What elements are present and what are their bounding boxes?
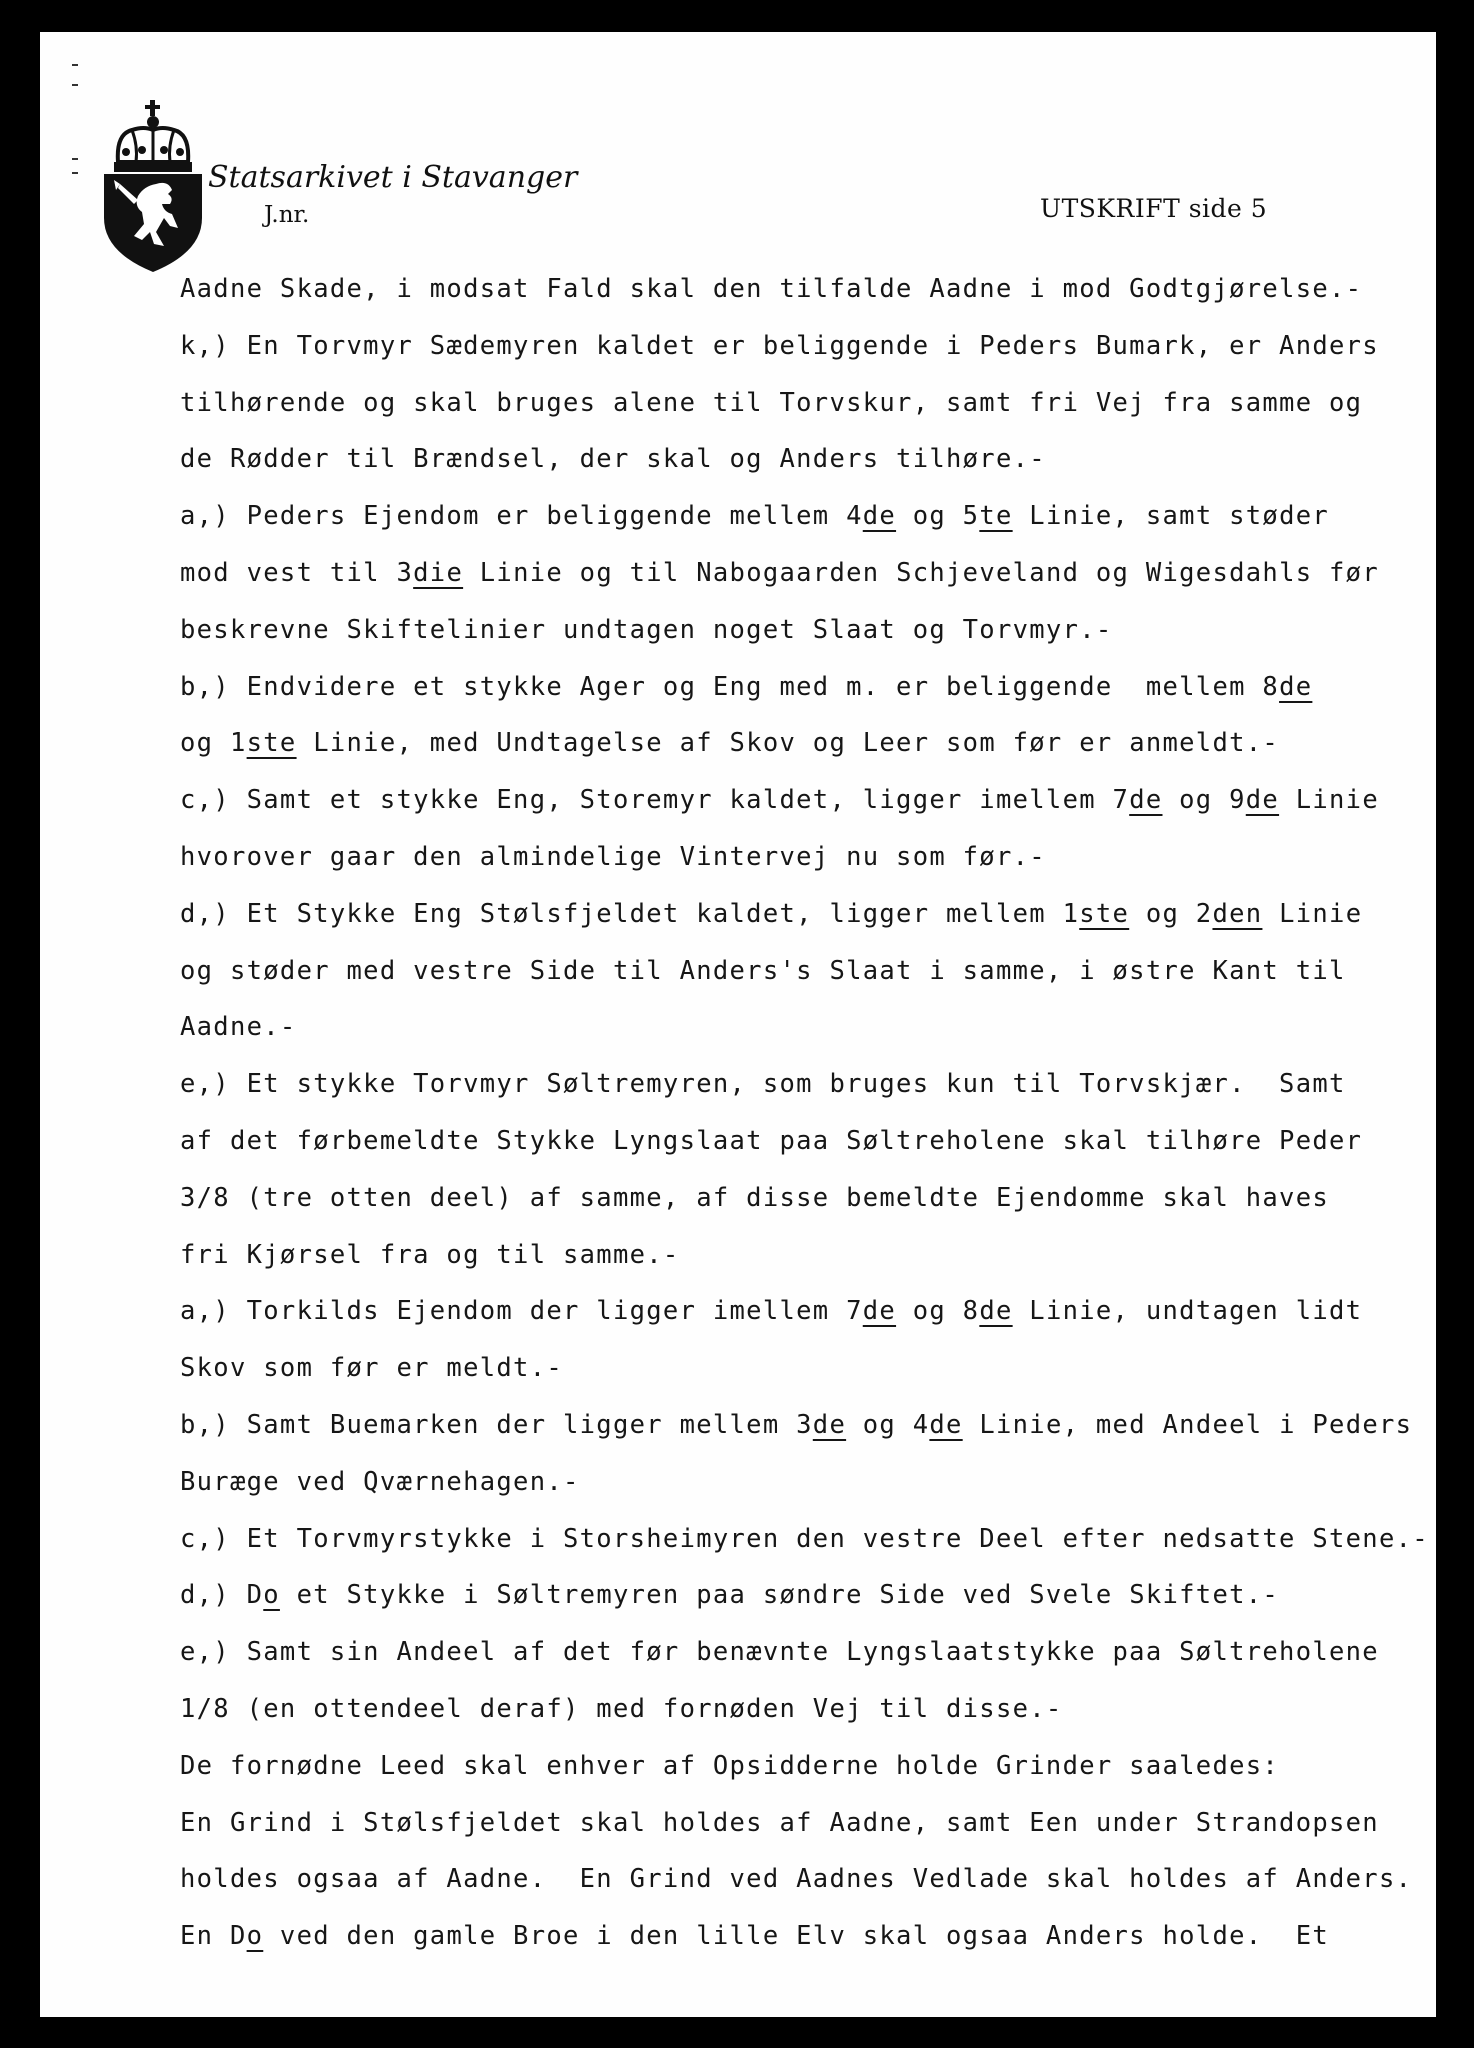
text-segment: Aadne Skade, i modsat Fald skal den tilfalde Aadne i mod Godtgjørelse.- (180, 274, 1363, 304)
text-segment: a,) Torkilds Ejendom der ligger imellem 7 (180, 1296, 863, 1327)
text-line (180, 261, 1440, 318)
text-segment: Linie (1262, 898, 1363, 929)
text-line (180, 659, 1440, 716)
text-line (180, 1851, 1440, 1908)
text-segment: c,) Et Torvmyrstykke i Storsheimyren den vestre Deel efter nedsatte Stene.- (180, 1523, 1429, 1554)
underlined-ordinal: den (1212, 898, 1263, 929)
text-line (180, 1567, 1440, 1624)
text-segment: og 2 (1129, 898, 1213, 929)
text-line (180, 1908, 1440, 1965)
text-segment: ved den gamle Broe i den lille Elv skal ogsaa Anders holde. Et (263, 1921, 1330, 1952)
text-line (180, 375, 1440, 432)
text-segment: d,) D (180, 1580, 264, 1611)
text-segment: Linie, med Undtagelse af Skov og Leer som før er anmeldt.- (296, 728, 1280, 759)
text-segment: a,) Peders Ejendom er beliggende mellem 4 (180, 501, 863, 532)
text-segment: Buræge ved Qværnehagen.- (180, 1466, 580, 1497)
text-segment: Linie (1279, 785, 1379, 816)
text-segment: hvorover gaar den almindelige Vintervej nu som før.- (180, 841, 1046, 872)
text-segment: 1/8 (en ottendeel deraf) med fornøden Vej til disse.- (180, 1693, 1063, 1724)
text-line (180, 1056, 1440, 1113)
underlined-ordinal: die (413, 557, 464, 588)
underlined-ordinal: de (979, 1296, 1013, 1327)
coat-of-arms-icon (98, 100, 208, 275)
underlined-ordinal: de (862, 501, 897, 532)
edge-mark (72, 172, 78, 174)
text-line (180, 1227, 1440, 1284)
underlined-ordinal: te (979, 501, 1013, 532)
text-segment: Linie, med Andeel i Peders (962, 1409, 1413, 1440)
text-segment: En Grind i Stølsfjeldet skal holdes af Aadne, samt Een under Strandopsen (180, 1807, 1379, 1838)
underlined-ordinal: de (812, 1409, 847, 1440)
underlined-ordinal: ste (1079, 898, 1130, 929)
text-segment: mod vest til 3 (180, 557, 414, 588)
text-line (180, 1624, 1440, 1681)
text-segment: En D (180, 1921, 247, 1952)
text-line (180, 1795, 1440, 1852)
text-segment: af det førbemeldte Stykke Lyngslaat paa Søltreholene skal tilhøre Peder (180, 1125, 1363, 1156)
text-segment: 3/8 (tre otten deel) af samme, af disse bemeldte Ejendomme skal haves (180, 1182, 1330, 1213)
text-segment: et Stykke i Søltremyren paa søndre Side ved Svele Skiftet.- (279, 1580, 1280, 1611)
text-segment: holdes ogsaa af Aadne. En Grind ved Aadnes Vedlade skal holdes af Anders. (180, 1864, 1413, 1895)
text-line (180, 1454, 1440, 1511)
text-line (180, 1397, 1440, 1454)
text-line (180, 886, 1440, 943)
text-line (180, 1113, 1440, 1170)
text-line (180, 1738, 1440, 1795)
text-line (180, 999, 1440, 1056)
document-body (180, 261, 1440, 1965)
archive-name: Statsarkivet i Stavanger (208, 160, 578, 195)
text-segment: e,) Et stykke Torvmyr Søltremyren, som bruges kun til Torvskjær. Samt (180, 1069, 1346, 1100)
journal-number-label: J.nr. (264, 202, 310, 228)
text-segment: og 1 (180, 728, 247, 759)
underlined-ordinal: de (1279, 671, 1313, 702)
underlined-ordinal: de (862, 1296, 897, 1327)
text-segment: d,) Et Stykke Eng Stølsfjeldet kaldet, ligger mellem 1 (180, 898, 1080, 929)
underlined-ordinal: de (1245, 785, 1280, 816)
text-line (180, 1511, 1440, 1568)
text-segment: og 5 (896, 501, 980, 532)
text-line (180, 715, 1440, 772)
text-line (180, 1170, 1440, 1227)
text-segment: Linie, samt støder (1012, 501, 1330, 532)
edge-mark (72, 84, 78, 86)
text-segment: Skov som før er meldt.- (180, 1353, 564, 1384)
text-line (180, 1340, 1440, 1397)
text-segment: De fornødne Leed skal enhver af Opsidderne holde Grinder saaledes: (180, 1750, 1280, 1781)
text-segment: og 4 (846, 1409, 930, 1440)
text-line (180, 943, 1440, 1000)
text-line (180, 829, 1440, 886)
text-segment: Aadne.- (180, 1012, 297, 1043)
edge-mark (72, 158, 78, 160)
text-segment: beskrevne Skiftelinier undtagen noget Slaat og Torvmyr.- (180, 614, 1113, 645)
text-segment: og støder med vestre Side til Anders's Slaat i samme, i østre Kant til (180, 955, 1346, 986)
page-label: UTSKRIFT side 5 (1040, 194, 1268, 223)
text-segment: e,) Samt sin Andeel af det før benævnte Lyngslaatstykke paa Søltreholene (180, 1637, 1379, 1668)
edge-mark (72, 64, 78, 66)
text-line (180, 431, 1440, 488)
text-line (180, 1681, 1440, 1738)
text-segment: og 8 (896, 1296, 980, 1327)
text-segment: fri Kjørsel fra og til samme.- (180, 1239, 680, 1270)
text-segment: de Rødder til Brændsel, der skal og Anders tilhøre.- (180, 444, 1046, 475)
text-segment: tilhørende og skal bruges alene til Torvskur, samt fri Vej fra samme og (180, 387, 1363, 418)
text-line (180, 1283, 1440, 1340)
text-segment: og 9 (1162, 785, 1246, 816)
text-segment: Linie og til Nabogaarden Schjeveland og Wigesdahls før (463, 557, 1379, 588)
underlined-ordinal: o (263, 1580, 280, 1611)
underlined-ordinal: de (929, 1409, 963, 1440)
text-line (180, 545, 1440, 602)
underlined-ordinal: de (1129, 785, 1163, 816)
text-line (180, 602, 1440, 659)
text-segment: b,) Endvidere et stykke Ager og Eng med m. er beliggende mellem 8 (180, 671, 1280, 702)
text-segment: k,) En Torvmyr Sædemyren kaldet er beliggende i Peders Bumark, er Anders (180, 330, 1379, 361)
text-segment: Linie, undtagen lidt (1012, 1296, 1363, 1327)
text-line (180, 318, 1440, 375)
text-segment: b,) Samt Buemarken der ligger mellem 3 (180, 1409, 813, 1440)
underlined-ordinal: o (246, 1921, 264, 1952)
text-segment: c,) Samt et stykke Eng, Storemyr kaldet, ligger imellem 7 (180, 785, 1130, 816)
underlined-ordinal: ste (246, 728, 297, 759)
text-line (180, 772, 1440, 829)
text-line (180, 488, 1440, 545)
